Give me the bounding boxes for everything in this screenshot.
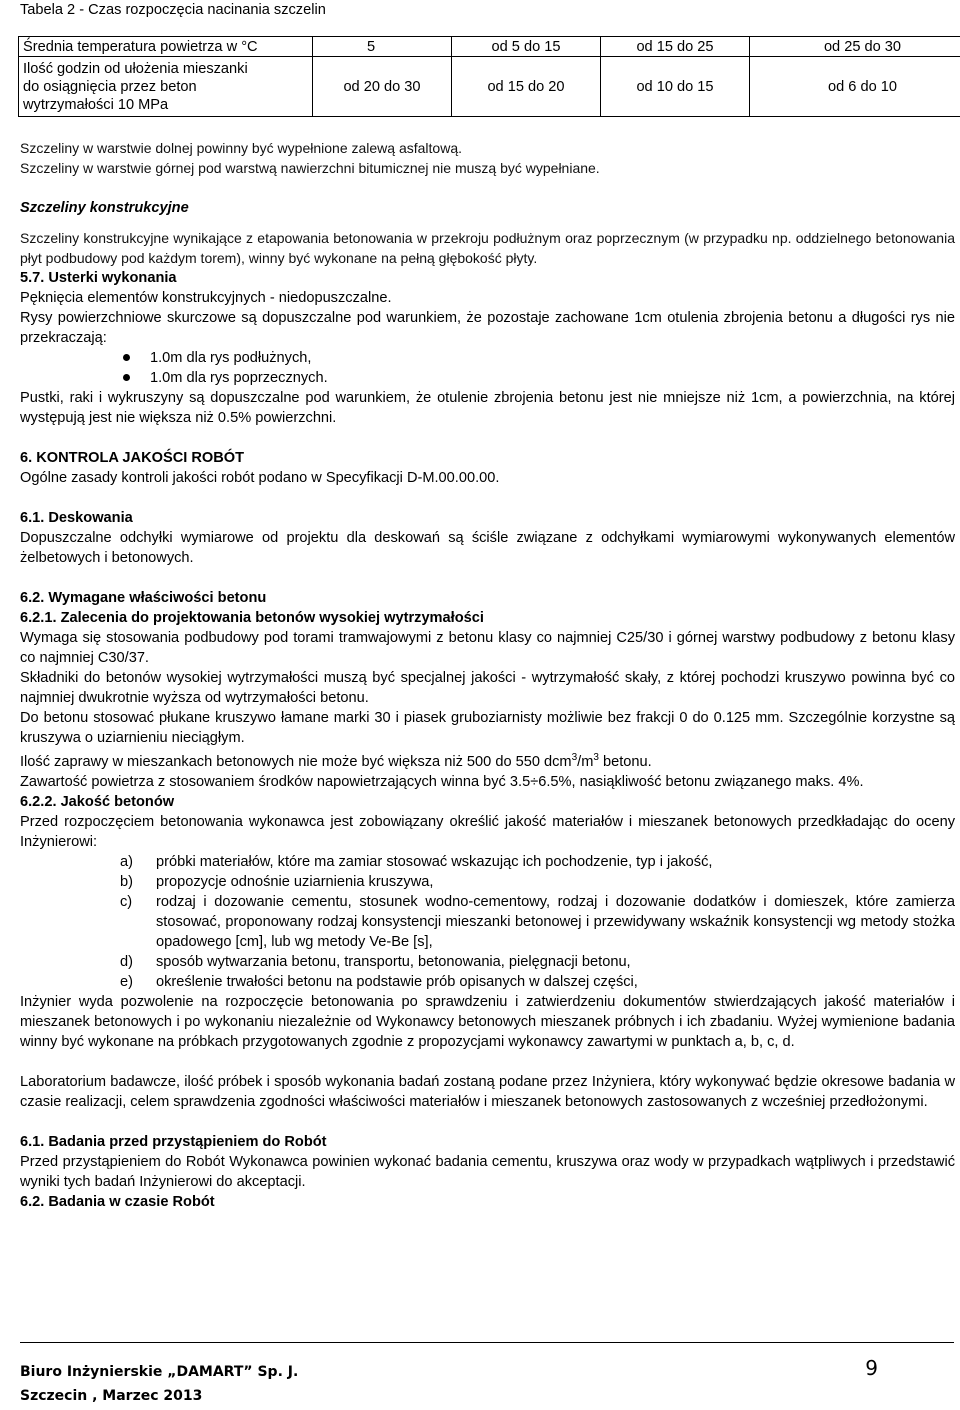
table-cell: od 25 do 30 [750,37,960,57]
section-heading: 6.2. Badania w czasie Robót [20,1193,215,1210]
paragraph: Przed przystąpieniem do Robót Wykonawca powinien wykonać badania cementu, kruszywa oraz wody w przypadkach wątpliwych i przedstawić wyniki tych badań Inżynierowi do akceptacji. [20,1153,955,1190]
cell-line: do osiągnięcia przez beton [23,78,197,95]
list-item [20,872,955,892]
list-item-text: propozycje odnośnie uziarnienia kruszywa, [156,873,434,890]
section-heading: Szczeliny konstrukcyjne [20,200,189,216]
lettered-list [20,852,955,992]
list-item-text: próbki materiałów, które ma zamiar stosować wskazując ich pochodzenie, typ i jakość, [156,853,713,870]
paragraph: Zawartość powietrza z stosowaniem środków napowietrzających winna być 3.5÷6.5%, nasiąkliwość betonu związanego maks. 4%. [20,773,864,790]
section-heading: 6.1. Deskowania [20,510,133,526]
bullet-icon [123,354,130,361]
list-item-text: 1.0m dla rys poprzecznych. [150,370,328,386]
footer-place-date: Szczecin , Marzec 2013 [20,1388,203,1404]
list-item [20,852,955,872]
footer-company: Biuro Inżynierskie „DAMART” Sp. J. [20,1364,299,1380]
table-caption: Tabela 2 - Czas rozpoczęcia nacinania szczelin [20,2,326,18]
section-heading: 6.2.1. Zalecenia do projektowania betonów wysokiej wytrzymałości [20,610,484,626]
table-cell: 5 [313,37,452,57]
section-heading: 6.2. Wymagane właściwości betonu [20,590,267,606]
section-heading: 6.1. Badania przed przystąpieniem do Robót [20,1133,327,1150]
paragraph: Dopuszczalne odchyłki wymiarowe od projektu dla deskowań są ściśle związane z odchyłkami wymiarowymi wykonywanych elementów żelbetowych i betonowych. [20,530,955,566]
list-marker: b) [120,873,133,890]
paragraph: Rysy powierzchniowe skurczowe są dopuszczalne pod warunkiem, że pozostaje zachowane 1cm otulenia zbrojenia betonu a długości rys nie przekraczają: [20,310,955,346]
table-row [19,57,960,117]
paragraph: Przed rozpoczęciem betonowania wykonawca jest zobowiązany określić jakość materiałów i mieszanek betonowych przedkładając do oceny Inżynierowi: [20,813,955,850]
note-line: Szczeliny w warstwie dolnej powinny być wypełnione zalewą asfaltową. [20,140,462,156]
temperature-table [18,36,960,117]
section-heading: 6.2.2. Jakość betonów [20,793,175,810]
paragraph: Wymaga się stosowania podbudowy pod torami tramwajowymi z betonu klasy co najmniej C25/30 i górnej warstwy podbudowy z betonu klasy co najmniej C30/37. [20,630,955,666]
cell-line: wytrzymałości 10 MPa [23,96,169,113]
text-run: /m [577,753,594,770]
paragraph: Pustki, raki i wykruszyny są dopuszczalne pod warunkiem, że otulenie zbrojenia betonu jest nie mniejsze niż 1cm, a powierzchnia, na której występują jest nie większa niż 0.5% powierzchni. [20,390,955,426]
paragraph: Do betonu stosować płukane kruszywo łamane marki 30 i piasek gruboziarnisty możliwie bez frakcji 0 do 0.125 mm. Szczególnie korzystne są kruszywa o uziarnieniu nieciągłym. [20,710,955,746]
text-run: Ilość zaprawy w mieszankach betonowych nie może być większa niż 500 do 550 dcm [20,753,572,770]
table-cell: od 5 do 15 [452,37,601,57]
paragraph: Inżynier wyda pozwolenie na rozpoczęcie betonowania po sprawdzeniu i zatwierdzeniu dokumentów stwierdzających jakość materiałów i mieszanek betonowych i po wykonaniu niezależnie od Wykonawcy betonowych mieszanek próbnych i ich zbadaniu. Wyżej wymienione badania winny być wykonane na próbkach przygotowanych zgodnie z propozycjami wykonawcy zawartymi w punktach a, b, c, d. [20,993,955,1050]
list-item [20,348,955,368]
list-marker: e) [120,973,133,990]
list-item [20,972,955,992]
paragraph [20,748,955,772]
table-cell: od 20 do 30 [313,57,452,117]
footer [20,1342,298,1408]
note-line: Szczeliny w warstwie górnej pod warstwą nawierzchni bitumicznej nie muszą być wypełniane. [20,160,600,176]
table-cell: od 10 do 15 [601,57,750,117]
bullet-list [20,348,955,388]
bullet-icon [123,374,130,381]
table-cell [19,57,313,117]
list-item [20,952,955,972]
section-heading: 6. KONTROLA JAKOŚCI ROBÓT [20,450,245,466]
paragraph: Pęknięcia elementów konstrukcyjnych - niedopuszczalne. [20,290,392,306]
list-item-text: 1.0m dla rys podłużnych, [150,350,312,366]
text-run: betonu. [598,753,652,770]
table-cell: od 15 do 20 [452,57,601,117]
paragraph: Składniki do betonów wysokiej wytrzymałości muszą być specjalnej jakości - wytrzymałość skały, z której pochodzi kruszywo powinna być co najmniej dwukrotnie wyższa od wytrzymałości betonu. [20,670,955,706]
superscript: 3 [571,752,578,763]
table-row [19,37,960,57]
page-number: 9 [865,1356,878,1380]
table-cell: od 6 do 10 [750,57,960,117]
list-marker: d) [120,953,133,970]
cell-line: Ilość godzin od ułożenia mieszanki [23,60,248,77]
list-item-text: sposób wytwarzania betonu, transportu, betonowania, pielęgnacji betonu, [156,953,631,970]
list-item [20,368,955,388]
list-item-text: określenie trwałości betonu na podstawie prób opisanych w dalszej części, [156,973,638,990]
body-flow [20,138,955,1212]
table-cell: od 15 do 25 [601,37,750,57]
superscript: 3 [593,752,599,763]
list-marker: c) [120,893,133,910]
paragraph: Szczeliny konstrukcyjne wynikające z etapowania betonowania w przekroju podłużnym oraz poprzecznym (w przypadku np. oddzielnego betonowania płyt podbudowy pod każdym torem), winny być wykonane na pełną głębokość płyty. [20,230,955,266]
paragraph: Ogólne zasady kontroli jakości robót podano w Specyfikacji D-M.00.00.00. [20,470,500,486]
paragraph: Laboratorium badawcze, ilość próbek i sposób wykonania badań zostaną podane przez Inżyniera, który wykonywać będzie okresowe badania w czasie realizacji, celem sprawdzenia zgodności właściwości materiałów i mieszanek betonowych zastosowanych z wcześniej przedłożonymi. [20,1073,955,1110]
list-item [20,892,955,952]
section-heading: 5.7. Usterki wykonania [20,270,177,286]
list-marker: a) [120,853,133,870]
list-item-text: rodzaj i dozowanie cementu, stosunek wodno-cementowy, rodzaj i dozowanie dodatków i domieszek, które zamierza stosować, proponowany rodzaj konsystencji mieszanki betonowej i przewidywany wskaźnik konsystencji wg metody stożka opadowego [cm], lub wg metody Ve-Be [s], [156,893,955,950]
table-cell: Średnia temperatura powietrza w °C [19,37,313,57]
